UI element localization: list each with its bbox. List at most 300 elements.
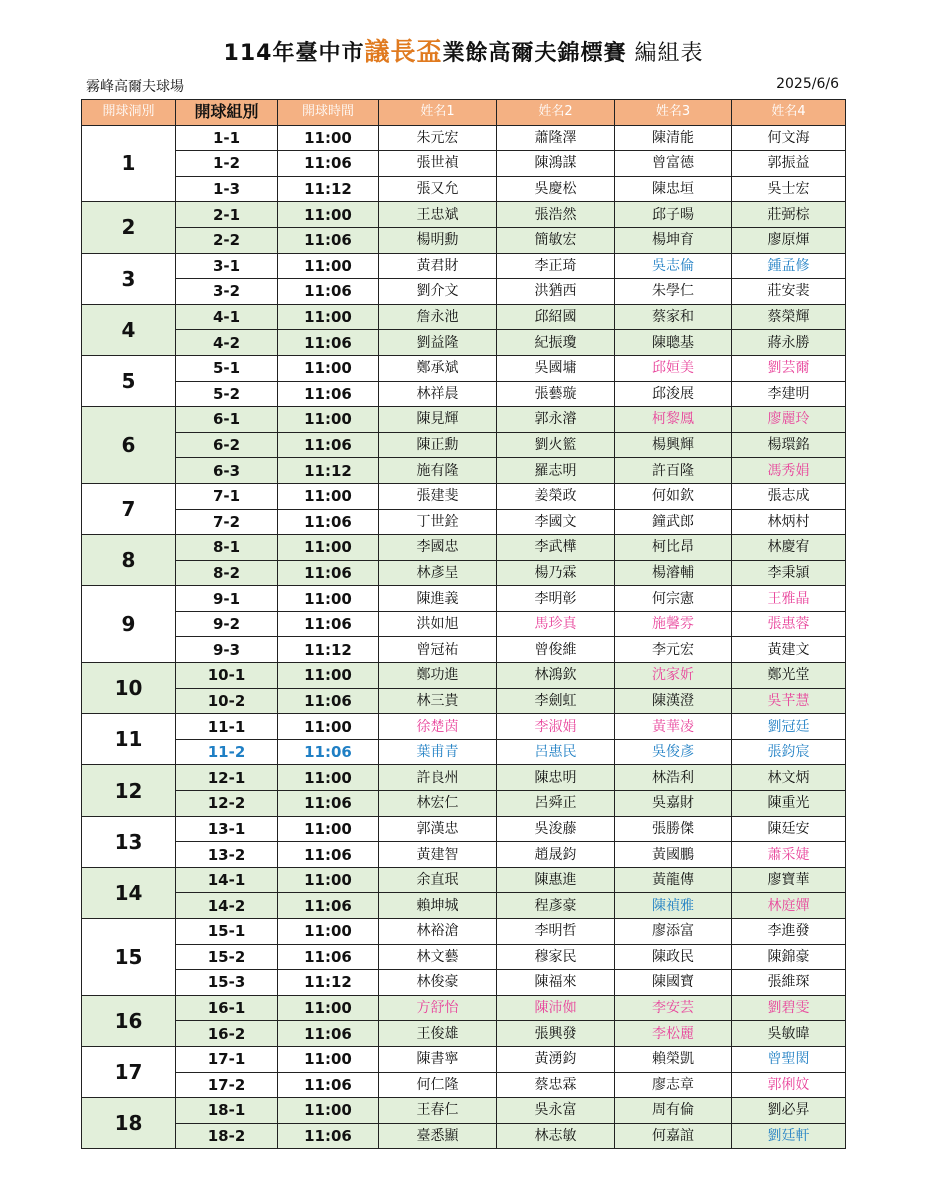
table-row: [82, 919, 846, 945]
player-name: 張又允: [379, 176, 497, 202]
table-row: [82, 867, 846, 893]
player-name: 林三貴: [379, 688, 497, 714]
table-row: [82, 714, 846, 740]
table-row: [82, 227, 846, 253]
player-name: 林庭嬋: [732, 893, 846, 919]
player-name: 林俊豪: [379, 970, 497, 996]
player-name: 周有倫: [615, 1098, 732, 1124]
hole-number: 9: [82, 586, 176, 663]
group-code: 12-2: [176, 791, 278, 817]
hole-number: 1: [82, 125, 176, 202]
group-code: 1-2: [176, 151, 278, 177]
player-name: 蔡忠霖: [497, 1072, 615, 1098]
player-name: 郭漢忠: [379, 816, 497, 842]
player-name: 李安芸: [615, 995, 732, 1021]
tee-time: 11:12: [278, 637, 379, 663]
player-name: 丁世銓: [379, 509, 497, 535]
tee-time: 11:00: [278, 995, 379, 1021]
player-name: 郭振益: [732, 151, 846, 177]
table-row: [82, 151, 846, 177]
player-name: 林文藝: [379, 944, 497, 970]
player-name: 廖寶華: [732, 867, 846, 893]
table-row: [82, 791, 846, 817]
player-name: 簡敏宏: [497, 227, 615, 253]
hole-number: 4: [82, 304, 176, 355]
group-code: 6-1: [176, 407, 278, 433]
table-row: [82, 611, 846, 637]
group-code: 16-1: [176, 995, 278, 1021]
title-prefix: 114年臺中市: [223, 41, 365, 66]
table-row: [82, 663, 846, 689]
table-row: [82, 535, 846, 561]
player-name: 林祥晨: [379, 381, 497, 407]
player-name: 朱學仁: [615, 279, 732, 305]
group-code: 12-1: [176, 765, 278, 791]
tee-time: 11:06: [278, 1021, 379, 1047]
player-name: 李元宏: [615, 637, 732, 663]
player-name: 陳沛侞: [497, 995, 615, 1021]
player-name: 蕭采婕: [732, 842, 846, 868]
player-name: 楊濬輔: [615, 560, 732, 586]
player-name: 楊環銘: [732, 432, 846, 458]
player-name: 廖麗玲: [732, 407, 846, 433]
player-name: 郭俐妏: [732, 1072, 846, 1098]
player-name: 陳錦豪: [732, 944, 846, 970]
player-name: 方舒怡: [379, 995, 497, 1021]
hole-number: 11: [82, 714, 176, 765]
player-name: 劉必昇: [732, 1098, 846, 1124]
player-name: 穆家民: [497, 944, 615, 970]
hole-number: 5: [82, 355, 176, 406]
player-name: 吳國墉: [497, 355, 615, 381]
player-name: 林文炳: [732, 765, 846, 791]
table-row: [82, 586, 846, 612]
table-row: [82, 944, 846, 970]
hole-number: 14: [82, 867, 176, 918]
player-name: 黃湧鈞: [497, 1046, 615, 1072]
hole-number: 6: [82, 407, 176, 484]
hole-number: 16: [82, 995, 176, 1046]
group-code: 1-3: [176, 176, 278, 202]
player-name: 陳忠垣: [615, 176, 732, 202]
player-name: 朱元宏: [379, 125, 497, 151]
player-name: 李明彰: [497, 586, 615, 612]
pairing-table: [81, 99, 846, 1149]
tee-time: 11:00: [278, 1046, 379, 1072]
tee-time: 11:00: [278, 867, 379, 893]
player-name: 王春仁: [379, 1098, 497, 1124]
table-row: [82, 253, 846, 279]
player-name: 黃龍傳: [615, 867, 732, 893]
table-row: [82, 407, 846, 433]
player-name: 紀振瓊: [497, 330, 615, 356]
player-name: 李武樺: [497, 535, 615, 561]
player-name: 張興發: [497, 1021, 615, 1047]
player-name: 張惠蓉: [732, 611, 846, 637]
player-name: 余直珉: [379, 867, 497, 893]
player-name: 張藝璇: [497, 381, 615, 407]
group-code: 13-1: [176, 816, 278, 842]
table-row: [82, 176, 846, 202]
player-name: 陳禎雅: [615, 893, 732, 919]
table-row: [82, 509, 846, 535]
table-row: [82, 560, 846, 586]
header-name3: 姓名3: [615, 100, 732, 126]
tee-time: 11:00: [278, 483, 379, 509]
group-code: 17-2: [176, 1072, 278, 1098]
player-name: 張勝傑: [615, 816, 732, 842]
player-name: 李建明: [732, 381, 846, 407]
player-name: 洪如旭: [379, 611, 497, 637]
hole-number: 13: [82, 816, 176, 867]
hole-number: 8: [82, 535, 176, 586]
player-name: 張浩然: [497, 202, 615, 228]
tee-time: 11:00: [278, 355, 379, 381]
group-code: 6-2: [176, 432, 278, 458]
player-name: 吳浚藤: [497, 816, 615, 842]
player-name: 邱紹國: [497, 304, 615, 330]
tee-time: 11:06: [278, 893, 379, 919]
player-name: 李國文: [497, 509, 615, 535]
tee-time: 11:06: [278, 279, 379, 305]
tee-time: 11:06: [278, 381, 379, 407]
player-name: 鄭功進: [379, 663, 497, 689]
table-row: [82, 637, 846, 663]
player-name: 呂惠民: [497, 739, 615, 765]
group-code: 9-3: [176, 637, 278, 663]
table-row: [82, 1046, 846, 1072]
header-hole: 開球洞別: [82, 100, 176, 126]
tee-time: 11:06: [278, 739, 379, 765]
tee-time: 11:00: [278, 714, 379, 740]
player-name: 李淑娟: [497, 714, 615, 740]
tee-time: 11:00: [278, 253, 379, 279]
player-name: 吳永富: [497, 1098, 615, 1124]
player-name: 劉廷軒: [732, 1123, 846, 1149]
group-code: 15-1: [176, 919, 278, 945]
player-name: 張鈞宸: [732, 739, 846, 765]
tee-time: 11:00: [278, 407, 379, 433]
group-code: 7-1: [176, 483, 278, 509]
player-name: 曾聖閎: [732, 1046, 846, 1072]
tee-time: 11:06: [278, 432, 379, 458]
table-row: [82, 304, 846, 330]
group-code: 3-2: [176, 279, 278, 305]
tee-time: 11:06: [278, 151, 379, 177]
player-name: 王忠斌: [379, 202, 497, 228]
player-name: 劉冠廷: [732, 714, 846, 740]
table-row: [82, 739, 846, 765]
player-name: 柯比昂: [615, 535, 732, 561]
venue-label: 霧峰高爾夫球場: [86, 79, 184, 95]
player-name: 陳進義: [379, 586, 497, 612]
player-name: 趙晟鈞: [497, 842, 615, 868]
player-name: 陳政民: [615, 944, 732, 970]
player-name: 洪猶西: [497, 279, 615, 305]
player-name: 何宗憲: [615, 586, 732, 612]
hole-number: 7: [82, 483, 176, 534]
table-row: [82, 279, 846, 305]
player-name: 陳漢澄: [615, 688, 732, 714]
player-name: 吳敏暐: [732, 1021, 846, 1047]
player-name: 林彥呈: [379, 560, 497, 586]
group-code: 5-1: [176, 355, 278, 381]
tee-time: 11:06: [278, 842, 379, 868]
tee-time: 11:06: [278, 330, 379, 356]
tee-time: 11:06: [278, 509, 379, 535]
group-code: 13-2: [176, 842, 278, 868]
header-name1: 姓名1: [379, 100, 497, 126]
player-name: 蔡家和: [615, 304, 732, 330]
group-code: 2-1: [176, 202, 278, 228]
player-name: 吳嘉財: [615, 791, 732, 817]
table-row: [82, 842, 846, 868]
tee-time: 11:00: [278, 535, 379, 561]
hole-number: 2: [82, 202, 176, 253]
table-row: [82, 125, 846, 151]
player-name: 姜榮政: [497, 483, 615, 509]
player-name: 林慶宥: [732, 535, 846, 561]
hole-number: 18: [82, 1098, 176, 1149]
player-name: 吳俊彥: [615, 739, 732, 765]
player-name: 何仁隆: [379, 1072, 497, 1098]
player-name: 楊坤育: [615, 227, 732, 253]
player-name: 吳慶松: [497, 176, 615, 202]
player-name: 吳志倫: [615, 253, 732, 279]
group-code: 9-1: [176, 586, 278, 612]
header-name2: 姓名2: [497, 100, 615, 126]
player-name: 蔡榮輝: [732, 304, 846, 330]
player-name: 劉介文: [379, 279, 497, 305]
player-name: 曾俊維: [497, 637, 615, 663]
player-name: 邱浚展: [615, 381, 732, 407]
table-row: [82, 458, 846, 484]
player-name: 李國忠: [379, 535, 497, 561]
table-row: [82, 432, 846, 458]
player-name: 張世禎: [379, 151, 497, 177]
table-body: [82, 125, 846, 1149]
player-name: 陳書寧: [379, 1046, 497, 1072]
tee-time: 11:00: [278, 1098, 379, 1124]
player-name: 郭永濬: [497, 407, 615, 433]
player-name: 陳鴻謀: [497, 151, 615, 177]
hole-number: 10: [82, 663, 176, 714]
tee-time: 11:00: [278, 765, 379, 791]
group-code: 10-1: [176, 663, 278, 689]
player-name: 蕭隆澤: [497, 125, 615, 151]
group-code: 16-2: [176, 1021, 278, 1047]
group-code: 18-1: [176, 1098, 278, 1124]
tee-time: 11:00: [278, 304, 379, 330]
player-name: 陳清能: [615, 125, 732, 151]
player-name: 陳聰基: [615, 330, 732, 356]
player-name: 陳重光: [732, 791, 846, 817]
player-name: 莊弼棕: [732, 202, 846, 228]
title-main: 業餘高爾夫錦標賽: [442, 41, 627, 66]
player-name: 黃建文: [732, 637, 846, 663]
title-highlight: 議長盃: [364, 37, 443, 66]
table-row: [82, 688, 846, 714]
player-name: 程彥豪: [497, 893, 615, 919]
player-name: 張維琛: [732, 970, 846, 996]
player-name: 許良州: [379, 765, 497, 791]
player-name: 賴榮凱: [615, 1046, 732, 1072]
tee-time: 11:00: [278, 202, 379, 228]
player-name: 李正琦: [497, 253, 615, 279]
hole-number: 17: [82, 1046, 176, 1097]
group-code: 14-1: [176, 867, 278, 893]
tee-time: 11:00: [278, 586, 379, 612]
player-name: 林志敏: [497, 1123, 615, 1149]
tee-time: 11:06: [278, 560, 379, 586]
tee-time: 11:00: [278, 663, 379, 689]
player-name: 徐楚茵: [379, 714, 497, 740]
group-code: 9-2: [176, 611, 278, 637]
player-name: 吳士宏: [732, 176, 846, 202]
group-code: 11-2: [176, 739, 278, 765]
player-name: 鄭光堂: [732, 663, 846, 689]
player-name: 臺悉顯: [379, 1123, 497, 1149]
player-name: 李秉頴: [732, 560, 846, 586]
player-name: 劉火籃: [497, 432, 615, 458]
group-code: 3-1: [176, 253, 278, 279]
table-row: [82, 381, 846, 407]
player-name: 曾富德: [615, 151, 732, 177]
group-code: 5-2: [176, 381, 278, 407]
group-code: 4-1: [176, 304, 278, 330]
player-name: 陳惠進: [497, 867, 615, 893]
player-name: 王俊雄: [379, 1021, 497, 1047]
tee-time: 11:06: [278, 227, 379, 253]
player-name: 賴坤城: [379, 893, 497, 919]
player-name: 鐘武郎: [615, 509, 732, 535]
player-name: 鄭承斌: [379, 355, 497, 381]
player-name: 林鴻欽: [497, 663, 615, 689]
table-row: [82, 1072, 846, 1098]
player-name: 劉芸爾: [732, 355, 846, 381]
player-name: 何文海: [732, 125, 846, 151]
title-suffix: 編組表: [626, 41, 704, 66]
player-name: 李劍虹: [497, 688, 615, 714]
player-name: 施有隆: [379, 458, 497, 484]
player-name: 羅志明: [497, 458, 615, 484]
page-title: [0, 32, 927, 68]
player-name: 蔣永勝: [732, 330, 846, 356]
player-name: 陳國寶: [615, 970, 732, 996]
player-name: 楊明勳: [379, 227, 497, 253]
table-row: [82, 995, 846, 1021]
group-code: 14-2: [176, 893, 278, 919]
table-row: [82, 202, 846, 228]
player-name: 李明哲: [497, 919, 615, 945]
table-row: [82, 1123, 846, 1149]
player-name: 莊安裴: [732, 279, 846, 305]
player-name: 邱姮美: [615, 355, 732, 381]
table-row: [82, 355, 846, 381]
group-code: 8-1: [176, 535, 278, 561]
player-name: 施馨雰: [615, 611, 732, 637]
hole-number: 15: [82, 919, 176, 996]
player-name: 沈家妡: [615, 663, 732, 689]
header-name4: 姓名4: [732, 100, 846, 126]
player-name: 黃建智: [379, 842, 497, 868]
tee-time: 11:06: [278, 1123, 379, 1149]
table-row: [82, 1021, 846, 1047]
player-name: 王雅晶: [732, 586, 846, 612]
player-name: 柯黎鳳: [615, 407, 732, 433]
tee-time: 11:06: [278, 944, 379, 970]
player-name: 鍾孟修: [732, 253, 846, 279]
tee-time: 11:00: [278, 919, 379, 945]
player-name: 林宏仁: [379, 791, 497, 817]
player-name: 楊乃霖: [497, 560, 615, 586]
player-name: 曾冠祐: [379, 637, 497, 663]
player-name: 馮秀娟: [732, 458, 846, 484]
player-name: 劉碧雯: [732, 995, 846, 1021]
player-name: 陳正勳: [379, 432, 497, 458]
player-name: 黃國鵬: [615, 842, 732, 868]
player-name: 許百隆: [615, 458, 732, 484]
hole-number: 3: [82, 253, 176, 304]
table-row: [82, 483, 846, 509]
player-name: 陳福來: [497, 970, 615, 996]
player-name: 詹永池: [379, 304, 497, 330]
table-header-row: [82, 100, 846, 126]
tee-time: 11:06: [278, 611, 379, 637]
player-name: 陳廷安: [732, 816, 846, 842]
player-name: 陳見輝: [379, 407, 497, 433]
group-code: 11-1: [176, 714, 278, 740]
group-code: 15-3: [176, 970, 278, 996]
player-name: 黃華凌: [615, 714, 732, 740]
group-code: 15-2: [176, 944, 278, 970]
table-row: [82, 1098, 846, 1124]
date-label: 2025/6/6: [776, 76, 839, 92]
tee-time: 11:06: [278, 791, 379, 817]
tee-time: 11:06: [278, 688, 379, 714]
group-code: 17-1: [176, 1046, 278, 1072]
group-code: 18-2: [176, 1123, 278, 1149]
table-row: [82, 893, 846, 919]
player-name: 張志成: [732, 483, 846, 509]
player-name: 馬珍真: [497, 611, 615, 637]
player-name: 邱子暘: [615, 202, 732, 228]
player-name: 張建斐: [379, 483, 497, 509]
player-name: 廖志章: [615, 1072, 732, 1098]
group-code: 10-2: [176, 688, 278, 714]
table-row: [82, 970, 846, 996]
table-row: [82, 765, 846, 791]
player-name: 陳忠明: [497, 765, 615, 791]
player-name: 葉甫青: [379, 739, 497, 765]
player-name: 林裕滄: [379, 919, 497, 945]
tee-time: 11:06: [278, 1072, 379, 1098]
player-name: 廖原煇: [732, 227, 846, 253]
group-code: 8-2: [176, 560, 278, 586]
player-name: 李松麗: [615, 1021, 732, 1047]
tee-time: 11:12: [278, 970, 379, 996]
header-group: 開球組別: [176, 100, 278, 126]
player-name: 廖添富: [615, 919, 732, 945]
header-time: 開球時間: [278, 100, 379, 126]
player-name: 何如欽: [615, 483, 732, 509]
player-name: 吳芊慧: [732, 688, 846, 714]
group-code: 7-2: [176, 509, 278, 535]
group-code: 2-2: [176, 227, 278, 253]
player-name: 林浩利: [615, 765, 732, 791]
group-code: 4-2: [176, 330, 278, 356]
tee-time: 11:00: [278, 816, 379, 842]
